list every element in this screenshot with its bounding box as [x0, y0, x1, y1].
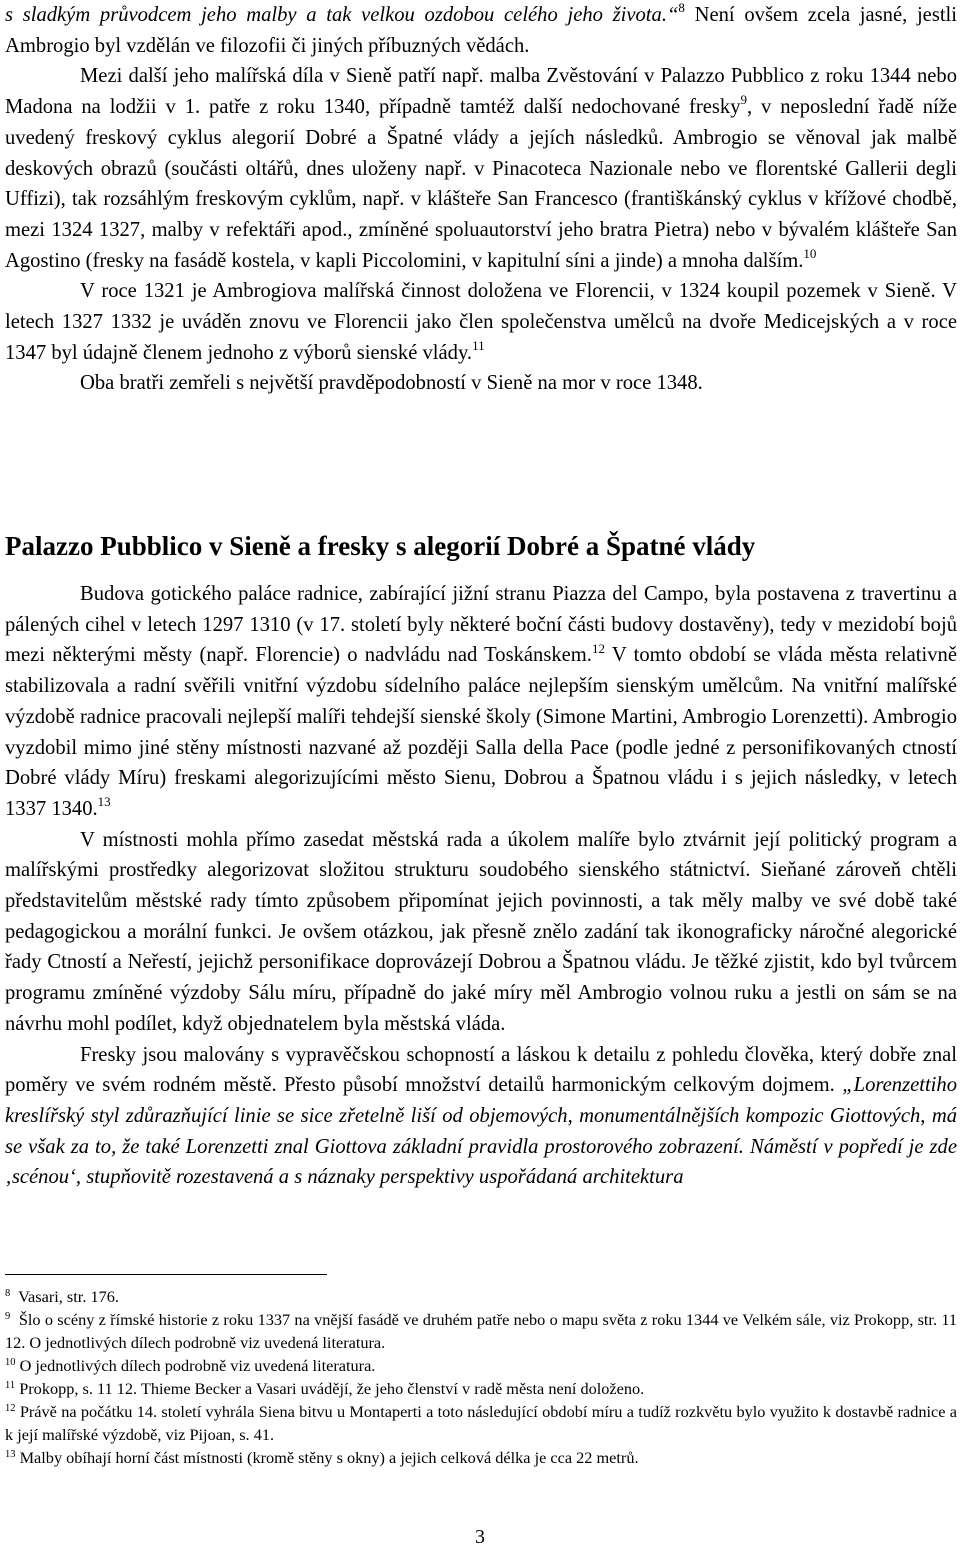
footnote-number: 13	[5, 1448, 16, 1460]
footnote-number: 9	[5, 1310, 11, 1322]
quote-end: s sladkým průvodcem jeho malby a tak velkou ozdobou celého jeho života.“	[5, 4, 679, 26]
footnote-item	[5, 1446, 957, 1469]
paragraph-text: Budova gotického paláce radnice, zabírající jižní stranu Piazza del Campo, byla postavena z travertinu a pálených cihel v letech 1297 1310 (v 17. století byly některé boční části budovy dostavěny), tedy v mezidobí bojů mezi některými městy (např. Florencie) o nadvládu nad Toskánskem.	[5, 583, 957, 667]
paragraph-building	[5, 579, 957, 825]
footnote-ref-12[interactable]: 12	[591, 640, 605, 656]
paragraph-death: Oba bratři zemřeli s největší pravděpodobností v Sieně na mor v roce 1348.	[80, 372, 703, 395]
paragraph-frescoes	[5, 1040, 957, 1194]
footnote-text: Malby obíhají horní část místnosti (kromě stěny s okny) a jejich celková délka je cca 22 metrů.	[19, 1448, 639, 1467]
paragraph-biography	[5, 276, 957, 368]
paragraph-text: V roce 1321 je Ambrogiova malířská činnost doložena ve Florencii, v 1324 koupil pozemek v Sieně. V letech 1327 1332 je uváděn znovu ve Florencii jako člen společenstva umělců na dvoře Medicejských a v roce 1347 byl údajně členem jednoho z výborů sienské vlády.	[5, 280, 957, 364]
footnote-ref-10[interactable]: 10	[803, 245, 817, 261]
footnotes	[5, 1285, 957, 1469]
footnote-separator	[5, 1274, 327, 1275]
page-number: 3	[475, 1526, 485, 1548]
footnote-ref-9[interactable]: 9	[740, 92, 748, 108]
top-section	[5, 0, 957, 399]
footnote-text: O jednotlivých dílech podrobně viz uvedená literatura.	[19, 1356, 376, 1375]
paragraph-text: V tomto období se vláda města relativně stabilizovala a radní svěřili vnitřní výzdobu sídelního paláce nejlepším sienským umělcům. Na vnitřní malířské výzdobě radnice pracovali nejlepší malíři tehdejší sienské školy (Simone Martini, Ambrogio Lorenzetti). Ambrogio vyzdobil mimo jiné stěny místnosti nazvané až později Salla della Pace (podle jedné z personifikovaných ctností Dobré vlády Míru) freskami alegorizujícími město Sienu, Dobrou a Špatnou vládu i s jejich následky, v letech 1337 1340.	[5, 644, 957, 820]
footnote-item	[5, 1285, 957, 1308]
footnote-item	[5, 1354, 957, 1377]
footnote-item	[5, 1377, 957, 1400]
section-heading: Palazzo Pubblico v Sieně a fresky s alegorií Dobré a Špatné vlády	[5, 531, 756, 561]
paragraph-text: Není ovšem zcela jasné, jestli Ambrogio byl vzdělán ve filozofii či jiných příbuzných vědách.	[5, 4, 957, 57]
footnote-number: 11	[5, 1379, 16, 1391]
footnote-text: Právě na počátku 14. století vyhrála Siena bitvu u Montaperti a toto následující období míru a tudíž rozkvětu bylo využito k dostavbě radnice a k její malířské výzdobě, viz Pijoan, s. 41.	[5, 1402, 957, 1444]
paragraph-council: V místnosti mohla přímo zasedat městská rada a úkolem malíře bylo ztvárnit její politický program a malířskými prostředky alegorizovat složitou strukturu soudobého sienského státnictví. Sieňané zároveň chtěli představitelům městské rady tímto způsobem připomínat jejich povinnosti, a tak měly malby ve své době také pedagogickou a morální funkci. Je ovšem otázkou, jak přesně znělo zadání tak ikonograficky náročné alegorické řady Ctností a Neřestí, jejichž personifikace doprovázejí Dobrou a Špatnou vládu. Je těžké zjistit, kdo byl tvůrcem programu zmíněné výzdoby Sálu míru, případně do jaké míry měl Ambrogio volnou ruku a jestli on sám se na návrhu mohl podílet, když objednatelem byla městská vláda.	[5, 828, 957, 1035]
footnote-ref-8[interactable]: 8	[678, 0, 685, 16]
footnote-number: 10	[5, 1356, 16, 1368]
paragraph-works	[5, 61, 957, 276]
footnote-item	[5, 1400, 957, 1446]
footnote-text: Vasari, str. 176.	[18, 1287, 119, 1306]
footnote-text: Prokopp, s. 11 12. Thieme Becker a Vasari uvádějí, že jeho členství v radě města není doloženo.	[19, 1379, 645, 1398]
footnote-ref-13[interactable]: 13	[97, 794, 111, 810]
footnote-number: 12	[5, 1402, 16, 1414]
footnote-number: 8	[5, 1287, 11, 1299]
paragraph-continuation	[5, 0, 957, 61]
section-body	[5, 579, 957, 1193]
italic-quote: „Lorenzettiho kreslířský styl zdůrazňující linie se sice zřetelně liší od objemových, monumentálnějších kompozic Giottových, má se však za to, že také Lorenzetti znal Giottova základní pravidla prostorového zobrazení. Náměstí v popředí je zde ‚scénou‘, stupňovitě rozestavená a s náznaky perspektivy uspořádaná architektura	[5, 1074, 957, 1189]
paragraph-text: , v neposlední řadě níže uvedený freskový cyklus alegorií Dobré a Špatné vlády a jejích následků. Ambrogio se věnoval jak malbě deskových obrazů (součásti oltářů, dnes uloženy např. v Pinacoteca Nazionale nebo ve florentské Gallerii degli Uffizi), tak rozsáhlým freskovým cyklům, např. v klášteře San Francesco (františkánský cyklus v křížové chodbě, mezi 1324 1327, malby v refektáři apod., zmíněné spoluautorství jeho bratra Pietra) nebo v bývalém klášteře San Agostino (fresky na fasádě kostela, v kapli Piccolomini, v kapitulní síni a jinde) a mnoha dalším.	[5, 96, 957, 272]
paragraph-text: Mezi další jeho malířská díla v Sieně patří např. malba Zvěstování v Palazzo Pubblico z roku 1344 nebo Madona na lodžii v 1. patře z roku 1340, případně tamtéž další nedochované fresky	[5, 65, 957, 119]
footnote-item	[5, 1308, 957, 1354]
paragraph-text: Fresky jsou malovány s vypravěčskou schopností a láskou k detailu z pohledu člověka, který dobře znal poměry ve svém rodném městě. Přesto působí množství detailů harmonickým celkovým dojmem.	[5, 1043, 957, 1097]
footnote-ref-11[interactable]: 11	[472, 337, 485, 353]
footnote-text: Šlo o scény z římské historie z roku 1337 na vnější fasádě ve druhém patře nebo o mapu světa z roku 1344 ve Velkém sále, viz Prokopp, str. 11 12. O jednotlivých dílech podrobně viz uvedená literatura.	[5, 1310, 957, 1352]
